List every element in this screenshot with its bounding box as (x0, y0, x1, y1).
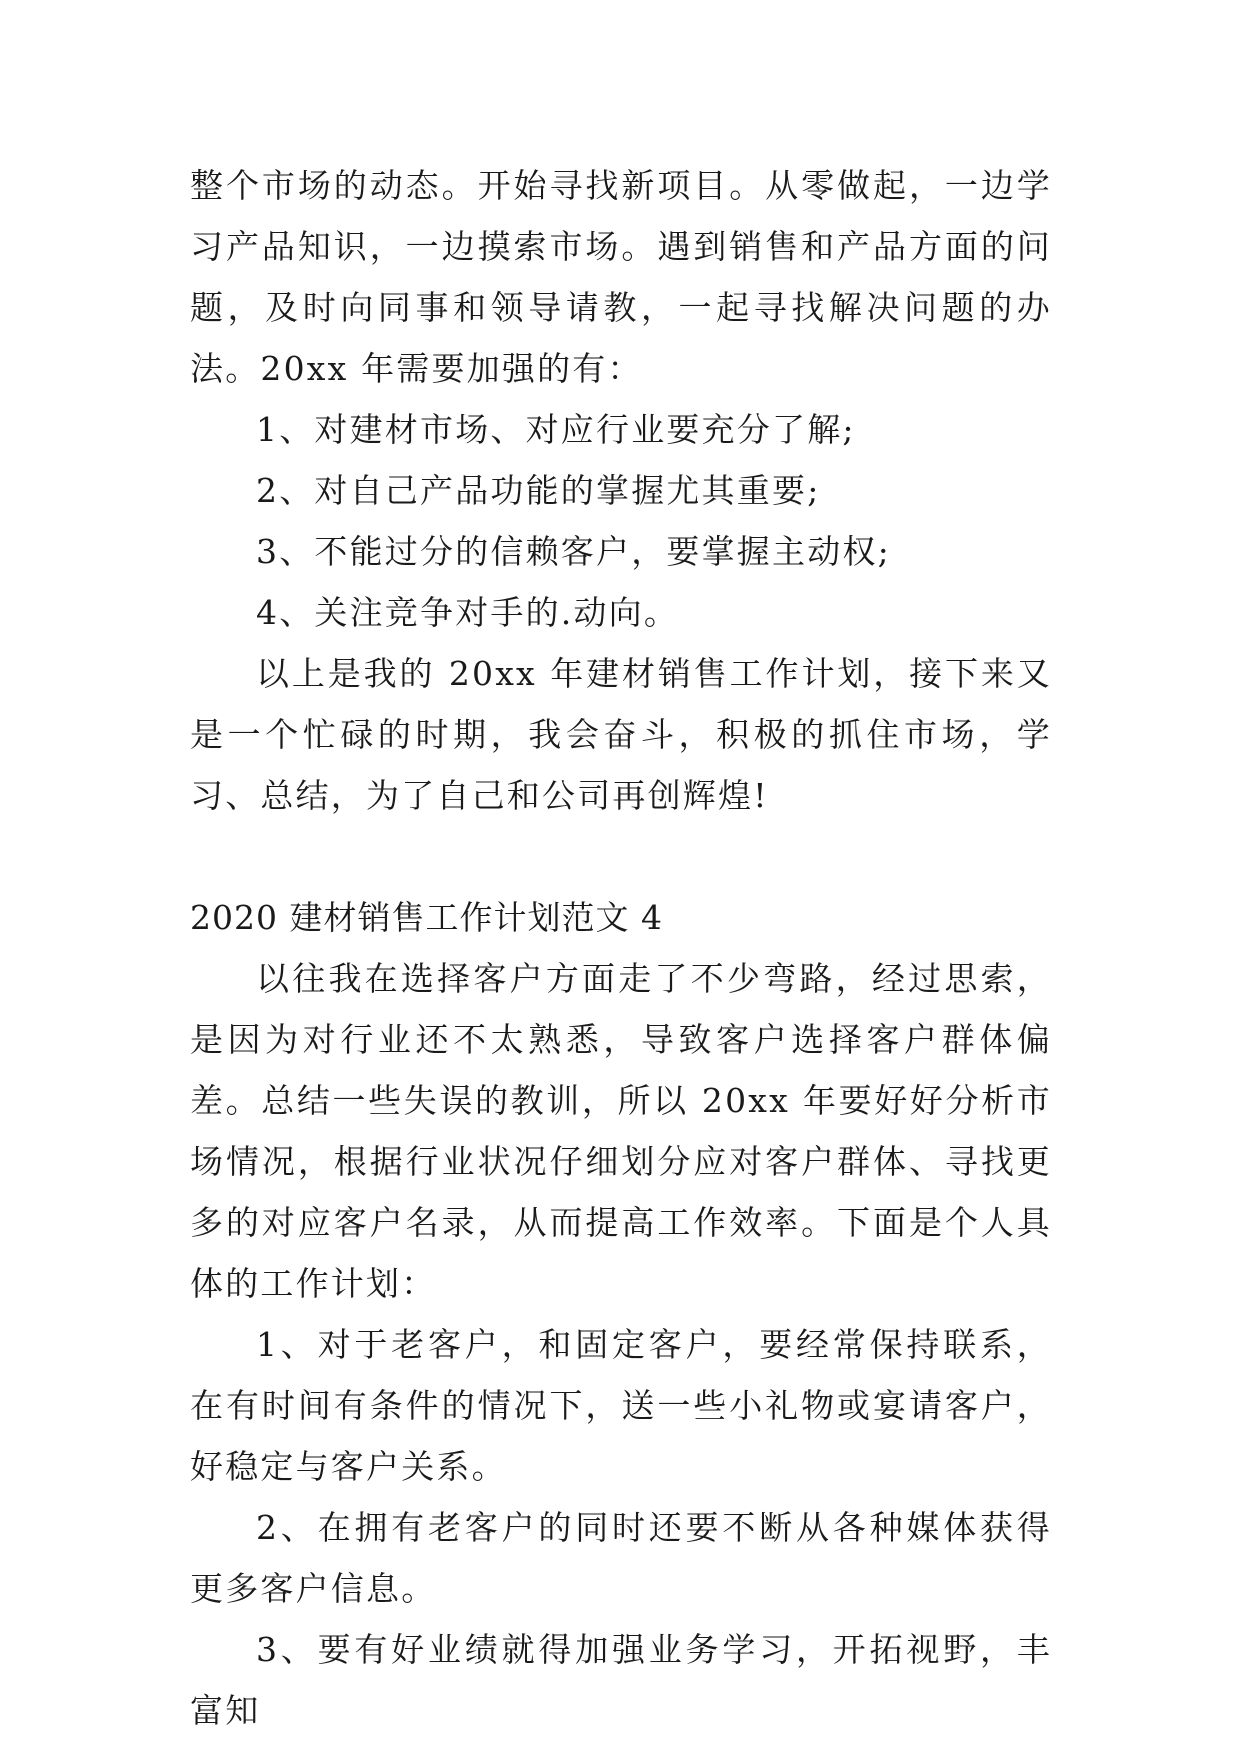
paragraph-market-dynamics: 整个市场的动态。开始寻找新项目。从零做起，一边学习产品知识，一边摸索市场。遇到销售和产品方面的问题，及时向同事和领导请教，一起寻找解决问题的办法。20xx 年需要加强的有： (190, 166, 1052, 388)
list-item-3: 3、不能过分的信赖客户，要掌握主动权; (256, 532, 891, 571)
document-body (190, 155, 1052, 1741)
plan-item-2: 2、在拥有老客户的同时还要不断从各种媒体获得更多客户信息。 (190, 1508, 1052, 1608)
plan-item-1: 1、对于老客户，和固定客户，要经常保持联系，在有时间有条件的情况下，送一些小礼物或宴请客户，好稳定与客户关系。 (190, 1325, 1052, 1486)
paragraph-intro: 以往我在选择客户方面走了不少弯路，经过思索，是因为对行业还不太熟悉，导致客户选择客户群体偏差。总结一些失误的教训，所以 20xx 年要好好分析市场情况，根据行业状况仔细划分应对客户群体、寻找更多的对应客户名录，从而提高工作效率。下面是个人具体的工作计划： (190, 959, 1052, 1303)
plan-item-3: 3、要有好业绩就得加强业务学习，开拓视野，丰富知 (190, 1630, 1052, 1730)
section-heading: 2020 建材销售工作计划范文 4 (190, 898, 663, 937)
section-spacer (190, 826, 1052, 887)
list-item-1: 1、对建材市场、对应行业要充分了解; (256, 410, 856, 449)
paragraph-summary: 以上是我的 20xx 年建材销售工作计划，接下来又是一个忙碌的时期，我会奋斗，积极的抓住市场，学习、总结，为了自己和公司再创辉煌! (190, 654, 1052, 815)
list-item-4: 4、关注竞争对手的.动向。 (256, 593, 680, 632)
list-item-2: 2、对自己产品功能的掌握尤其重要; (256, 471, 821, 510)
